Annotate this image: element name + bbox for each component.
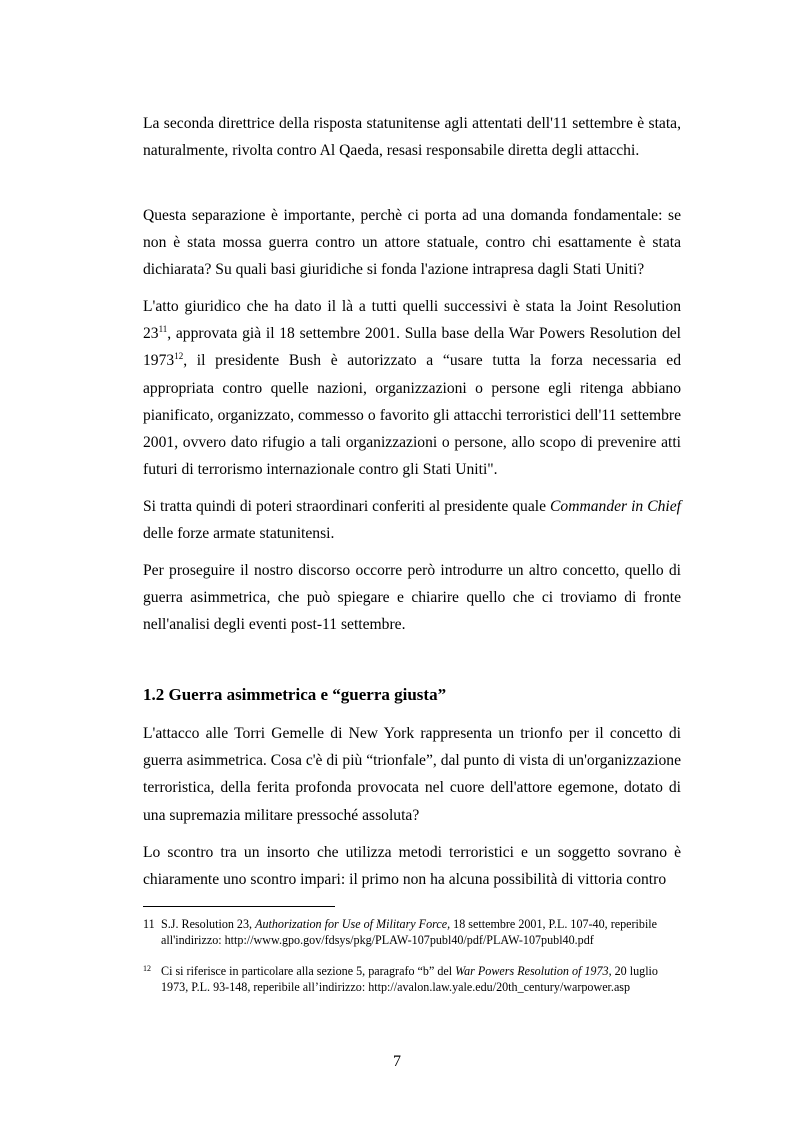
- paragraph-5-text: Per proseguire il nostro discorso occorre però introdurre un altro concetto, quello di guerra asimmetrica, che può spiegare e chiarire quello che ci troviamo di fronte nell'analisi degli eventi post-11 settembre.: [143, 562, 681, 634]
- footnote-11-text-a: S.J. Resolution 23,: [161, 917, 256, 931]
- footnote-divider: [143, 906, 335, 907]
- paragraph-2: [143, 202, 681, 284]
- footnote-12-text-b[interactable]: , 20 luglio 1973, P.L. 93-148, reperibile all’indirizzo: http://avalon.law.yale.edu/20th_century/warpower.asp: [161, 964, 658, 994]
- paragraph-6: [143, 720, 681, 829]
- footnote-11: [143, 917, 683, 948]
- paragraph-2-text: Questa separazione è importante, perchè ci porta ad una domanda fondamentale: se non è stata mossa guerra contro un attore statuale, contro chi esattamente è stata dichiarata? Su quali basi giuridiche si fonda l'azione intrapresa dagli Stati Uniti?: [143, 207, 681, 279]
- section-heading: 1.2 Guerra asimmetrica e “guerra giusta”: [143, 685, 447, 704]
- page-number: 7: [393, 1053, 401, 1070]
- paragraph-4-text-a: Si tratta quindi di poteri straordinari conferiti al presidente quale: [143, 498, 551, 515]
- paragraph-5: [143, 557, 681, 639]
- paragraph-3-text-a: L'atto giuridico che ha dato il là a tutti quelli successivi è stata la Joint Resolution 23: [143, 298, 681, 343]
- footnote-ref-11[interactable]: 11: [158, 324, 168, 335]
- footnote-ref-12[interactable]: 12: [174, 351, 184, 362]
- paragraph-7-text: Lo scontro tra un insorto che utilizza metodi terroristici e un soggetto sovrano è chiaramente uno scontro impari: il primo non ha alcuna possibilità di vittoria contro: [143, 844, 681, 889]
- paragraph-3-text-b: , approvata già il 18 settembre 2001. Sulla base della War Powers Resolution del 1973: [143, 325, 681, 370]
- footnote-11-emphasis: Authorization for Use of Military Force,: [255, 917, 451, 931]
- paragraph-3-text-c: , il presidente Bush è autorizzato a “usare tutta la forza necessaria ed appropriata contro quelle nazioni, organizzazioni o persone egli ritenga abbiano pianificato, organizzato, commesso o favorito gli attacchi terroristici dell'11 settembre 2001, ovvero dato rifugio a tali organizzazioni o persone, allo scopo di prevenire atti futuri di terrorismo internazionale contro gli Stati Uniti".: [143, 352, 681, 479]
- footnote-11-body: [143, 917, 683, 948]
- footnote-12-body: [143, 964, 683, 995]
- footnote-11-text-b[interactable]: 18 settembre 2001, P.L. 107-40, reperibile all'indirizzo: http://www.gpo.gov/fdsys/pkg/PLAW-107publ40/pdf/PLAW-107publ40.pdf: [161, 917, 658, 947]
- paragraph-7: [143, 839, 681, 893]
- paragraph-1: [143, 110, 681, 164]
- paragraph-3: [143, 293, 681, 483]
- paragraph-4: [143, 493, 681, 547]
- footnote-12: [143, 964, 683, 995]
- footnote-12-text-a: Ci si riferisce in particolare alla sezione 5, paragrafo “b” del: [161, 964, 456, 978]
- footnote-12-emphasis: War Powers Resolution of 1973: [455, 964, 609, 978]
- footnote-12-number: 12: [143, 964, 151, 973]
- paragraph-4-text-b: delle forze armate statunitensi.: [143, 525, 335, 543]
- footnote-11-number: 11: [143, 917, 155, 931]
- paragraph-4-emphasis: Commander in Chief: [550, 498, 681, 515]
- paragraph-1-text: La seconda direttrice della risposta statunitense agli attentati dell'11 settembre è stata, naturalmente, rivolta contro Al Qaeda, resasi responsabile diretta degli attacchi.: [143, 115, 681, 160]
- paragraph-6-text: L'attacco alle Torri Gemelle di New York rappresenta un trionfo per il concetto di guerra asimmetrica. Cosa c'è di più “trionfale”, dal punto di vista di un'organizzazione terroristica, della ferita profonda provocata nel cuore dell'attore egemone, dotato di una supremazia militare pressoché assoluta?: [143, 725, 681, 824]
